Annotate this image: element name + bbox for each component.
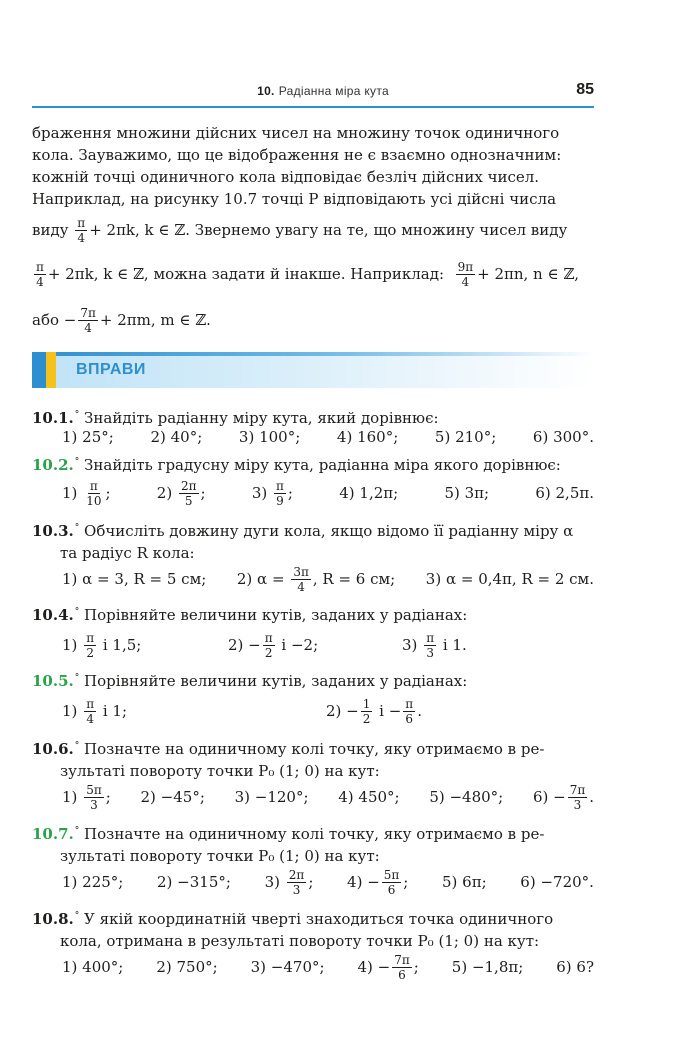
answer-item: 4) 1,2π; — [339, 484, 399, 502]
answer-item: 1) α = 3, R = 5 см; — [62, 570, 207, 588]
fraction: $\frac{\pi}{4}$ — [77, 215, 86, 245]
exercise-text: зультаті повороту точки P₀ (1; 0) на кут: — [60, 847, 380, 865]
exercise-text: Знайдіть градусну міру кута, радіанна міра якого дорівнює: — [84, 456, 561, 474]
answer-item: 5) 3π; — [444, 484, 490, 502]
answer-item: 3) $\frac{2\pi}{3}$ ; — [264, 867, 314, 897]
answer-item: 5) −1,8π; — [451, 958, 524, 976]
answers-10-3 — [62, 558, 594, 600]
answer-item: 6) 6? — [556, 958, 594, 976]
answer-item: 5) −480°; — [429, 788, 504, 806]
answer-item: 2) −315°; — [157, 873, 231, 891]
exercise-text: кола, отримана в результаті повороту точки P₀ (1; 0) на кут: — [60, 932, 540, 950]
intro-math-line-1: виду $\frac{\pi}{4}$ + 2πk, k ∈ ℤ. Звернемо увагу на те, що множину чисел виду — [32, 215, 568, 245]
intro-math-line-2: $\frac{\pi}{4}$ + 2πk, k ∈ ℤ, можна задати й інакше. Наприклад: $\frac{9\pi}{4}$ + 2πn, n ∈ ℤ, — [36, 259, 580, 289]
exercise-number: 10.5. — [32, 672, 74, 690]
answer-item: 2) − $\frac{1}{2}$ і − $\frac{\pi}{6}$ . — [326, 696, 422, 726]
banner-yellow-tab — [46, 352, 56, 388]
answer-item: 1) $\frac{\pi}{2}$ і 1,5; — [62, 630, 142, 660]
answer-item: 3) 100°; — [238, 428, 301, 446]
section-title: ВПРАВИ — [76, 361, 146, 378]
exercise-number: 10.3. — [32, 522, 74, 540]
answer-item: 1) $\frac{\pi}{4}$ і 1; — [62, 696, 128, 726]
exercises-banner — [32, 352, 594, 388]
page-number: 85 — [576, 81, 594, 98]
answer-item: 3) −120°; — [234, 788, 309, 806]
exercise-number: 10.4. — [32, 606, 74, 624]
intro-line: кожній точці одиничного кола відповідає безліч дійсних чисел. — [32, 168, 540, 186]
answer-item: 2) −45°; — [140, 788, 205, 806]
exercise-text: Обчисліть довжину дуги кола, якщо відомо її радіанну міру α — [84, 522, 574, 540]
intro-line: браження множини дійсних чисел на множину точок одиничного — [32, 124, 560, 142]
page-header — [32, 80, 594, 108]
answer-item: 3) α = 0,4π, R = 2 см. — [425, 570, 594, 588]
answer-item: 4) 160°; — [336, 428, 399, 446]
header-rule — [32, 106, 594, 108]
answer-item: 3) $\frac{\pi}{3}$ і 1. — [402, 630, 467, 660]
exercise-10-8: 10.8.° У якій координатній чверті знаходиться точка одиничного кола, отримана в результаті повороту точки P₀ (1; 0) на кут: — [32, 905, 594, 952]
answer-item: 1) 400°; — [62, 958, 124, 976]
exercise-10-5: 10.5.° Порівняйте величини кутів, заданих у радіанах: — [32, 672, 468, 690]
answer-item: 6) − $\frac{7\pi}{3}$ . — [532, 782, 594, 812]
exercise-10-4: 10.4.° Порівняйте величини кутів, заданих у радіанах: — [32, 606, 468, 624]
exercise-text: зультаті повороту точки P₀ (1; 0) на кут: — [60, 762, 380, 780]
answer-item: 2) − $\frac{\pi}{2}$ і −2; — [228, 630, 319, 660]
fraction: $\frac{\pi}{4}$ — [36, 259, 44, 289]
answer-item: 1) 225°; — [62, 873, 124, 891]
exercise-text: Позначте на одиничному колі точку, яку отримаємо в ре- — [84, 825, 545, 843]
chapter-number: 10. — [257, 84, 275, 98]
chapter-title: 10. Радіанна міра кута — [257, 84, 389, 98]
answer-item: 5) 210°; — [434, 428, 497, 446]
answer-item: 2) $\frac{2\pi}{5}$ ; — [156, 478, 206, 508]
answers-10-7 — [62, 861, 594, 903]
exercise-text: Позначте на одиничному колі точку, яку отримаємо в ре- — [84, 740, 545, 758]
answer-item: 4) 450°; — [338, 788, 400, 806]
answer-item: 6) 300°. — [532, 428, 594, 446]
answer-item: 2) 40°; — [150, 428, 203, 446]
fraction: $\frac{9\pi}{4}$ — [457, 259, 474, 289]
exercise-text: Порівняйте величини кутів, заданих у радіанах: — [84, 606, 468, 624]
exercise-number: 10.6. — [32, 740, 74, 758]
exercise-10-2: 10.2.° Знайдіть градусну міру кута, радіанна міра якого дорівнює: — [32, 456, 561, 474]
exercise-10-6: 10.6.° Позначте на одиничному колі точку, яку отримаємо в ре- зультаті повороту точки P₀ (1; 0) на кут: — [32, 735, 594, 782]
exercise-text: Знайдіть радіанну міру кута, який дорівнює: — [84, 409, 439, 427]
answer-item: 1) $\frac{5\pi}{3}$ ; — [62, 782, 111, 812]
exercise-text: Порівняйте величини кутів, заданих у радіанах: — [84, 672, 468, 690]
answer-item: 2) 750°; — [156, 958, 218, 976]
answer-item: 1) $\frac{\pi}{10}$ ; — [62, 478, 111, 508]
banner-blue-tab — [32, 352, 46, 388]
exercise-text: та радіус R кола: — [60, 544, 195, 562]
answer-item: 1) 25°; — [62, 428, 114, 446]
answers-10-2 — [62, 472, 594, 514]
answer-item: 4) − $\frac{5\pi}{6}$ ; — [347, 867, 409, 897]
answer-item: 5) 6π; — [442, 873, 487, 891]
exercise-number: 10.8. — [32, 910, 74, 928]
intro-line: кола. Зауважимо, що це відображення не є взаємно однозначним: — [32, 146, 562, 164]
exercise-number: 10.2. — [32, 456, 74, 474]
answer-item: 4) − $\frac{7\pi}{6}$ ; — [357, 952, 419, 982]
answer-item: 3) $\frac{\pi}{9}$ ; — [251, 478, 293, 508]
fraction: $\frac{7\pi}{4}$ — [80, 305, 96, 335]
answer-item: 2) α = $\frac{3\pi}{4}$ , R = 6 см; — [236, 564, 396, 594]
answer-item: 6) −720°. — [520, 873, 594, 891]
intro-paragraph — [32, 122, 594, 210]
exercise-10-7: 10.7.° Позначте на одиничному колі точку, яку отримаємо в ре- зультаті повороту точки P₀ (1; 0) на кут: — [32, 820, 594, 867]
answer-item: 6) 2,5π. — [535, 484, 594, 502]
answers-10-1 — [62, 422, 594, 452]
exercise-10-1: 10.1.° Знайдіть радіанну міру кута, який дорівнює: — [32, 409, 439, 427]
exercise-number: 10.1. — [32, 409, 74, 427]
answers-10-4 — [62, 624, 594, 666]
answers-10-8 — [62, 946, 594, 988]
exercise-number: 10.7. — [32, 825, 74, 843]
exercise-10-3: 10.3.° Обчисліть довжину дуги кола, якщо відомо її радіанну міру α та радіус R кола: — [32, 517, 594, 564]
answers-10-5 — [62, 690, 594, 732]
intro-line: Наприклад, на рисунку 10.7 точці P відповідають усі дійсні числа — [32, 190, 557, 208]
intro-math-line-3: або − $\frac{7\pi}{4}$ + 2πm, m ∈ ℤ. — [32, 305, 211, 335]
answers-10-6 — [62, 776, 594, 818]
exercise-text: У якій координатній чверті знаходиться точка одиничного — [84, 910, 554, 928]
answer-item: 3) −470°; — [250, 958, 325, 976]
